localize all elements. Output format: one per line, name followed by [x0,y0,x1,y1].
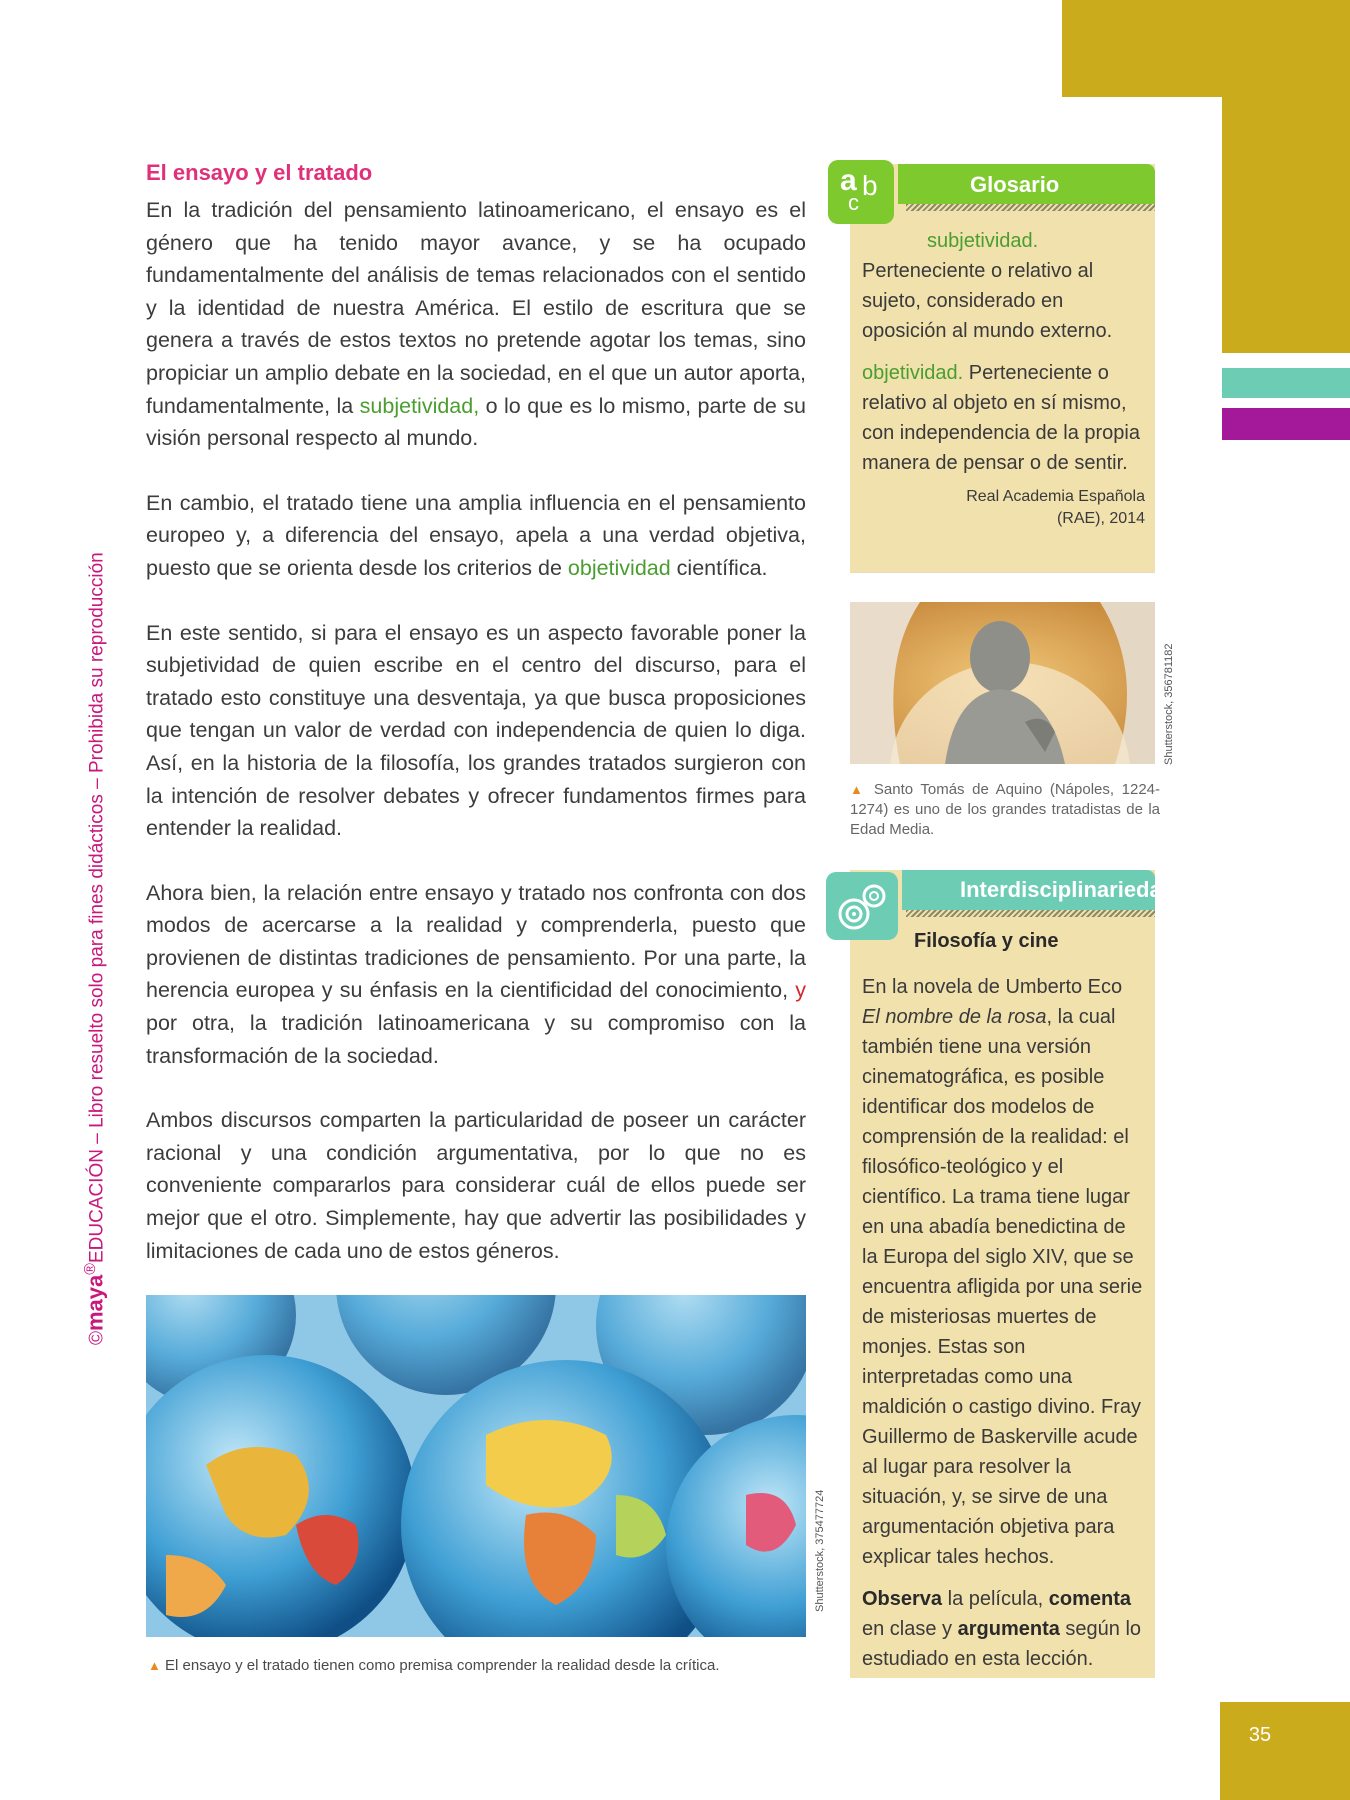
glossary-title: Glosario [970,172,1060,197]
brand-logo-text: maya [82,1274,108,1331]
paragraph-5: Ambos discursos comparten la particularidad de poseer un carácter racional y una condición argumentativa, por lo que no es conveniente compararlos para considerar cuál de ellos puede ser mejor que el otro. Simplemente, hay que advertir las posibilidades y limitaciones de cada uno de estos géneros. [146,1108,806,1263]
copyright-notice: ©maya®EDUCACIÓN – Libro resuelto solo para fines didácticos – Prohibida su reproducción [82,552,108,1345]
decor-top-bar [1062,0,1350,97]
statue-photo [850,602,1155,764]
interdisciplinary-hatch [906,910,1155,917]
decor-teal-bar [1222,368,1350,398]
term-objetividad: objetividad [567,555,671,580]
statue-illustration [850,602,1155,764]
page-number-box [1220,1702,1350,1800]
glossary-body: subjetividad. Perteneciente o relativo al sujeto, considerado en oposición al mundo externo. objetividad. Perteneciente o relativo al objeto en sí mismo, con independencia de la propia manera de pensar o de sentir. Real Academia Española (RAE), 2014 [862,226,1145,530]
glossary-source: Real Academia Española (RAE), 2014 [966,488,1145,527]
decor-right-bar [1222,97,1350,353]
paragraph-4: Ahora bien, la relación entre ensayo y tratado nos confronta con dos modos de acercarse a la realidad y comprenderla, puesto que provienen de distintas tradiciones de pensamiento. Por una parte, la herencia europea y su énfasis en la cientificidad del conocimiento, y por otra, la tradición latinoamericana y su compromiso con la transformación de la sociedad. [146,880,806,1068]
globes-photo-caption: ▲ El ensayo y el tratado tienen como premisa comprender la realidad desde la crítica. [148,1657,720,1674]
glossary-term-subjetividad: subjetividad. [927,230,1039,252]
globes-photo [146,1295,806,1637]
page-number: 35 [1248,1724,1272,1746]
interdisciplinary-body: En la novela de Umberto Eco El nombre de la rosa, la cual también tiene una versión cinematográfica, es posible identificar dos modelos de comprensión de la realidad: el filosófico-teológico y el científico. La trama tiene lugar en una abadía benedictina de la Europa del siglo XIV, que se encuentra afligida por una serie de misteriosas muertes de monjes. Estas son interpretadas como una maldición o castigo divino. Fray Guillermo de Baskerville acude al lugar para resolver la situación, y, se sirve de una argumentación objetiva para explicar tales hechos. Observa la película, comenta en clase y argumenta según lo estudiado en esta lección. [862,972,1145,1674]
target-rings-icon [826,872,898,940]
glossary-header [898,164,1155,204]
term-subjetividad: subjetividad, [359,393,480,418]
triangle-icon: ▲ [850,782,867,797]
triangle-icon: ▲ [148,1658,161,1673]
glossary-term-objetividad: objetividad. [862,362,964,384]
globes-photo-credit: Shutterstock, 375477724 [814,1489,826,1612]
main-column [146,160,806,1299]
interdisciplinary-header [902,870,1176,910]
interdisciplinary-subtitle: Filosofía y cine [914,930,1059,952]
interdisciplinary-box [850,870,1176,1678]
globes-illustration [146,1295,806,1637]
glossary-abc-icon: a b c [828,160,894,224]
glossary-hatch [906,204,1155,211]
glossary-divider [850,572,1155,573]
interdisciplinary-title: Interdisciplinariedad [960,877,1176,902]
paragraph-2: En cambio, el tratado tiene una amplia influencia en el pensamiento europeo y, a diferencia del ensayo, apela a una verdad objetiva, puesto que se orienta desde los criterios de objetividad científica. [146,490,806,580]
statue-photo-credit: Shutterstock, 356781182 [1163,643,1175,765]
decor-magenta-bar [1222,408,1350,440]
activity-instruction: Observa la película, comenta en clase y argumenta según lo estudiado en esta lección. [862,1588,1142,1670]
statue-caption: ▲ Santo Tomás de Aquino (Nápoles, 1224-1274) es uno de los grandes tratadistas de la Edad Media. [850,781,1160,838]
paragraph-1: En la tradición del pensamiento latinoamericano, el ensayo es el género que ha tenido mayor avance, y se ha ocupado fundamentalmente del análisis de temas relacionados con el sentido y la identidad de nuestra América. El estilo de escritura que se genera a través de estos textos no pretende agotar los temas, sino propiciar un amplio debate en la sociedad, en el que un autor aporta, fundamentalmente, la subjetividad, o lo que es lo mismo, parte de su visión personal respecto al mundo. [146,198,807,451]
section-title: El ensayo y el tratado [146,160,373,185]
glossary-box [850,164,1155,572]
paragraph-3: En este sentido, si para el ensayo es un aspecto favorable poner la subjetividad de quien escribe en el centro del discurso, para el tratado esto constituye una desventaja, ya que busca proposiciones que tengan un valor de verdad con independencia de quien lo diga. Así, en la historia de la filosofía, los grandes tratados surgieron con la intención de resolver debates y ofrecer fundamentos firmes para entender la realidad. [146,620,806,841]
book-title: El nombre de la rosa [862,1006,1047,1028]
